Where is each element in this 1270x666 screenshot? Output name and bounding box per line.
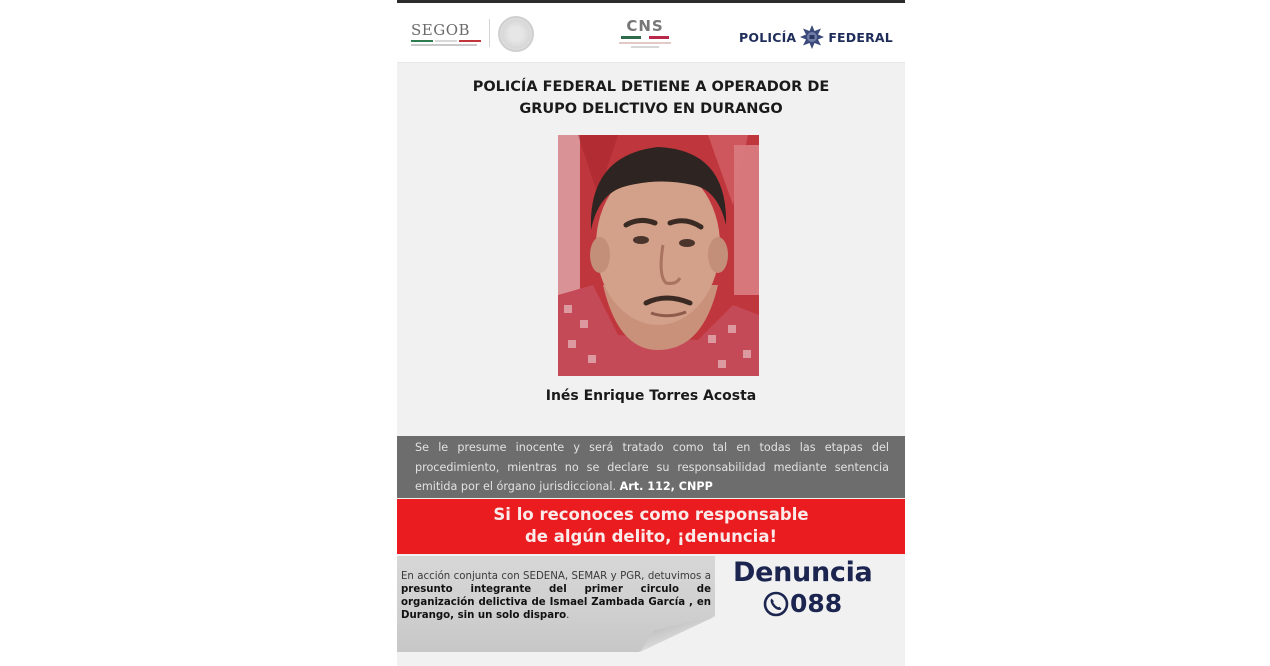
hotline-phone[interactable]: [733, 590, 905, 618]
headline-line-2: GRUPO DELICTIVO EN DURANGO: [519, 101, 783, 117]
banner-line-1: Si lo reconoces como responsable: [493, 505, 809, 524]
note-text: [401, 570, 711, 622]
pf-word-right: FEDERAL: [828, 29, 893, 45]
segob-logo: [411, 21, 481, 46]
phone-icon: [763, 591, 789, 617]
segob-flag-lines: [411, 40, 481, 42]
national-seal-icon: [498, 16, 534, 52]
cns-logo-text: CNS: [626, 17, 664, 35]
hotline-number: 088: [790, 589, 843, 618]
detainee-name: Inés Enrique Torres Acosta: [545, 388, 757, 404]
disclaimer-text: Se le presume inocente y será tratado como tal en todas las etapas del procedimiento, mientras no se declare su responsabilidad mediante sentencia emitida por el órgano jurisdiccional.: [415, 441, 889, 493]
presumption-of-innocence-notice: [397, 436, 905, 498]
cns-logo: [615, 17, 675, 48]
poster: [397, 0, 905, 666]
detainee-portrait-image: [558, 135, 759, 376]
cns-subtitle-2: [631, 46, 659, 48]
note-bold: presunto integrante del primer circulo de organización delictiva de Ismael Zambada García , en Durango, sin un solo disparo: [401, 584, 711, 621]
logo-bar: [397, 3, 905, 63]
pf-word-left: POLICÍA: [739, 29, 797, 45]
operation-note: [397, 556, 717, 652]
banner-line-2: de algún delito, ¡denuncia!: [525, 527, 777, 546]
segob-logo-text: SEGOB: [411, 21, 471, 39]
note-intro: En acción conjunta con SEDENA, SEMAR y PGR, detuvimos a: [401, 571, 711, 582]
cns-flag-lines: [615, 36, 675, 39]
headline-line-1: POLICÍA FEDERAL DETIENE A OPERADOR DE: [472, 79, 830, 95]
headline: [397, 76, 905, 120]
logo-divider: [489, 19, 490, 47]
detainee-photo: [558, 135, 759, 376]
hotline-block: [733, 556, 905, 618]
call-to-action-banner: [397, 499, 905, 554]
hotline-label: Denuncia: [733, 557, 873, 588]
police-badge-star-icon: [799, 24, 825, 50]
policia-federal-logo: [739, 24, 893, 50]
segob-subtitle: [411, 44, 477, 46]
cns-subtitle: [619, 42, 671, 44]
legal-reference: Art. 112, CNPP: [619, 480, 713, 493]
note-end: .: [566, 610, 570, 621]
